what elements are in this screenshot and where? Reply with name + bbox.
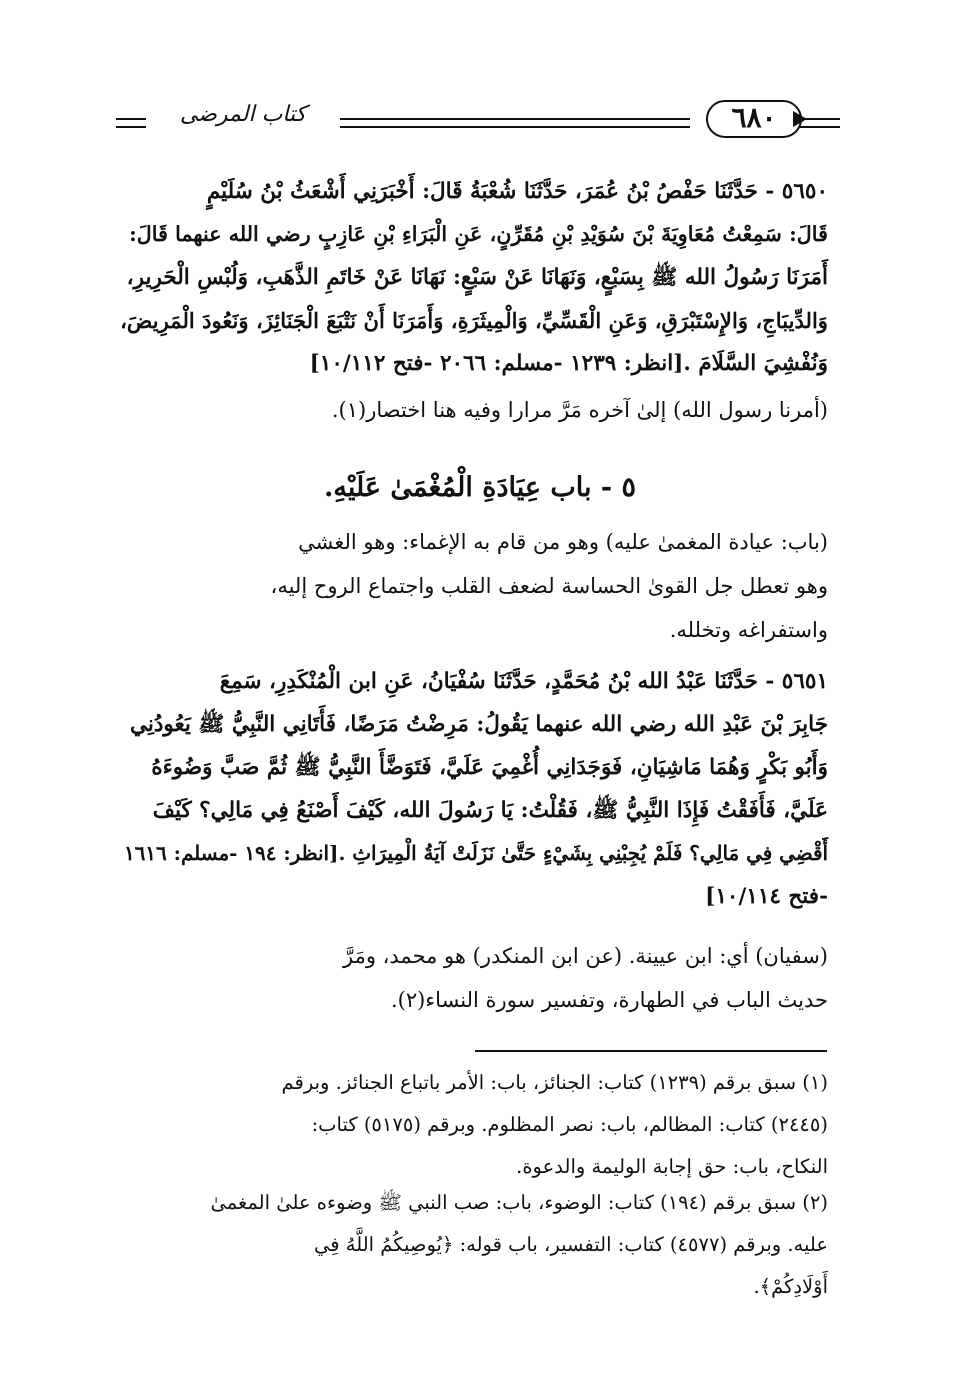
text-line: (أمرنا رسول الله) إلىٰ آخره مَرَّ مرارا وفيه هنا اختصار(١). xyxy=(331,398,828,422)
footnote-2 xyxy=(110,1182,828,1308)
footnote-separator xyxy=(475,1050,827,1052)
text-line: (باب: عيادة المغمىٰ عليه) وهو من قام به الإغماء: وهو الغشي xyxy=(298,530,828,554)
chapter-commentary xyxy=(120,520,828,652)
hadith-5650 xyxy=(120,170,828,385)
header-rule-left xyxy=(116,118,146,128)
header-rule-right xyxy=(800,118,840,128)
text-line: عليه. وبرقم (٤٥٧٧) كتاب: التفسير، باب قوله: ﴿يُوصِيكُمُ اللَّهُ فِي xyxy=(314,1233,828,1256)
text-line: ٥٦٥٠ - حَدَّثَنَا حَفْصُ بْنُ عُمَرَ، حَدَّثَنَا شُعْبَةُ قَالَ: أَخْبَرَنِي أَشْعَثُ بْنُ سُلَيْمٍ xyxy=(206,179,828,204)
comment-5650 xyxy=(160,388,828,432)
text-line: واستفراغه وتخلله. xyxy=(669,618,828,642)
text-line: -فتح ١٠/١١٤] xyxy=(705,884,828,909)
hadith-5651 xyxy=(120,660,828,918)
running-title: كتاب المرضى xyxy=(179,102,307,127)
page-header xyxy=(110,96,840,156)
text-line: حديث الباب في الطهارة، وتفسير سورة النساء(٢). xyxy=(390,988,828,1012)
text-line: (١) سبق برقم (١٢٣٩) كتاب: الجنائز، باب: الأمر باتباع الجنائز. وبرقم xyxy=(281,1071,828,1094)
comment-5651 xyxy=(120,934,828,1022)
text-line: عَلَيَّ، فَأَفَقْتُ فَإِذَا النَّبِيُّ ﷺ، فَقُلْتُ: يَا رَسُولَ الله، كَيْفَ أَصْنَعُ فِي مَالِي؟ كَيْفَ xyxy=(152,798,828,823)
text-line: النكاح، باب: حق إجابة الوليمة والدعوة. xyxy=(516,1155,828,1178)
text-line: أَمَرَنَا رَسُولُ الله ﷺ بِسَبْعٍ، وَنَهَانَا عَنْ سَبْعٍ: نَهَانَا عَنْ خَاتَمِ الذَّهَبِ، وَلُبْسِ الْحَرِيرِ، xyxy=(126,265,828,290)
page-number: ٦٨٠ xyxy=(706,100,802,138)
chapter-heading: ٥ - باب عِيَادَةِ الْمُغْمَىٰ عَلَيْهِ. xyxy=(323,472,637,503)
text-line: وهو تعطل جل القوىٰ الحساسة لضعف القلب واجتماع الروح إليه، xyxy=(270,574,828,598)
text-line: وَنُفْشِيَ السَّلَامَ .[انظر: ١٢٣٩ -مسلم: ٢٠٦٦ -فتح ١٠/١١٢] xyxy=(309,351,828,376)
footnote-1 xyxy=(110,1062,828,1188)
text-line: قَالَ: سَمِعْتُ مُعَاوِيَةَ بْنَ سُوَيْدِ بْنِ مُقَرِّنٍ، عَنِ الْبَرَاءِ بْنِ عَازِبٍ رضي الله عنهما قَالَ: xyxy=(129,222,828,246)
text-line: جَابِرَ بْنَ عَبْدِ الله رضي الله عنهما يَقُولُ: مَرِضْتُ مَرَضًا، فَأَتَانِي النَّبِيُّ ﷺ يَعُودُنِي xyxy=(129,712,828,737)
text-line: وَأَبُو بَكْرٍ وَهُمَا مَاشِيَانِ، فَوَجَدَانِي أُغْمِيَ عَلَيَّ، فَتَوَضَّأَ النَّبِيُّ ﷺ ثُمَّ صَبَّ وَضُوءَهُ xyxy=(151,755,828,780)
text-line: وَالدِّيبَاجِ، وَالإِسْتَبْرَقِ، وَعَنِ الْقَسِّيِّ، وَالْمِيثَرَةِ، وَأَمَرَنَا أَنْ نَتْبَعَ الْجَنَائِزَ، وَنَعُودَ الْمَرِيضَ، xyxy=(120,308,828,333)
text-line: (سفيان) أي: ابن عيينة. (عن ابن المنكدر) هو محمد، ومَرَّ xyxy=(342,944,828,968)
header-rule-middle xyxy=(340,118,690,128)
text-line: ٥٦٥١ - حَدَّثَنَا عَبْدُ الله بْنُ مُحَمَّدٍ، حَدَّثَنَا سُفْيَانُ، عَنِ ابن الْمُنْكَدِرِ، سَمِعَ xyxy=(219,669,828,694)
text-line: (٢٤٤٥) كتاب: المظالم، باب: نصر المظلوم. وبرقم (٥١٧٥) كتاب: xyxy=(311,1113,828,1136)
text-line: أَقْضِي فِي مَالِي؟ فَلَمْ يُجِبْنِي بِشَيْءٍ حَتَّىٰ نَزَلَتْ آيَةُ الْمِيرَاثِ .[انظر: ١٩٤ -مسلم: ١٦١٦ xyxy=(123,841,828,865)
text-line: أَوْلَادِكُمْ﴾. xyxy=(753,1275,828,1298)
text-line: (٢) سبق برقم (١٩٤) كتاب: الوضوء، باب: صب النبي ﷺ وضوءه علىٰ المغمىٰ xyxy=(210,1191,828,1214)
